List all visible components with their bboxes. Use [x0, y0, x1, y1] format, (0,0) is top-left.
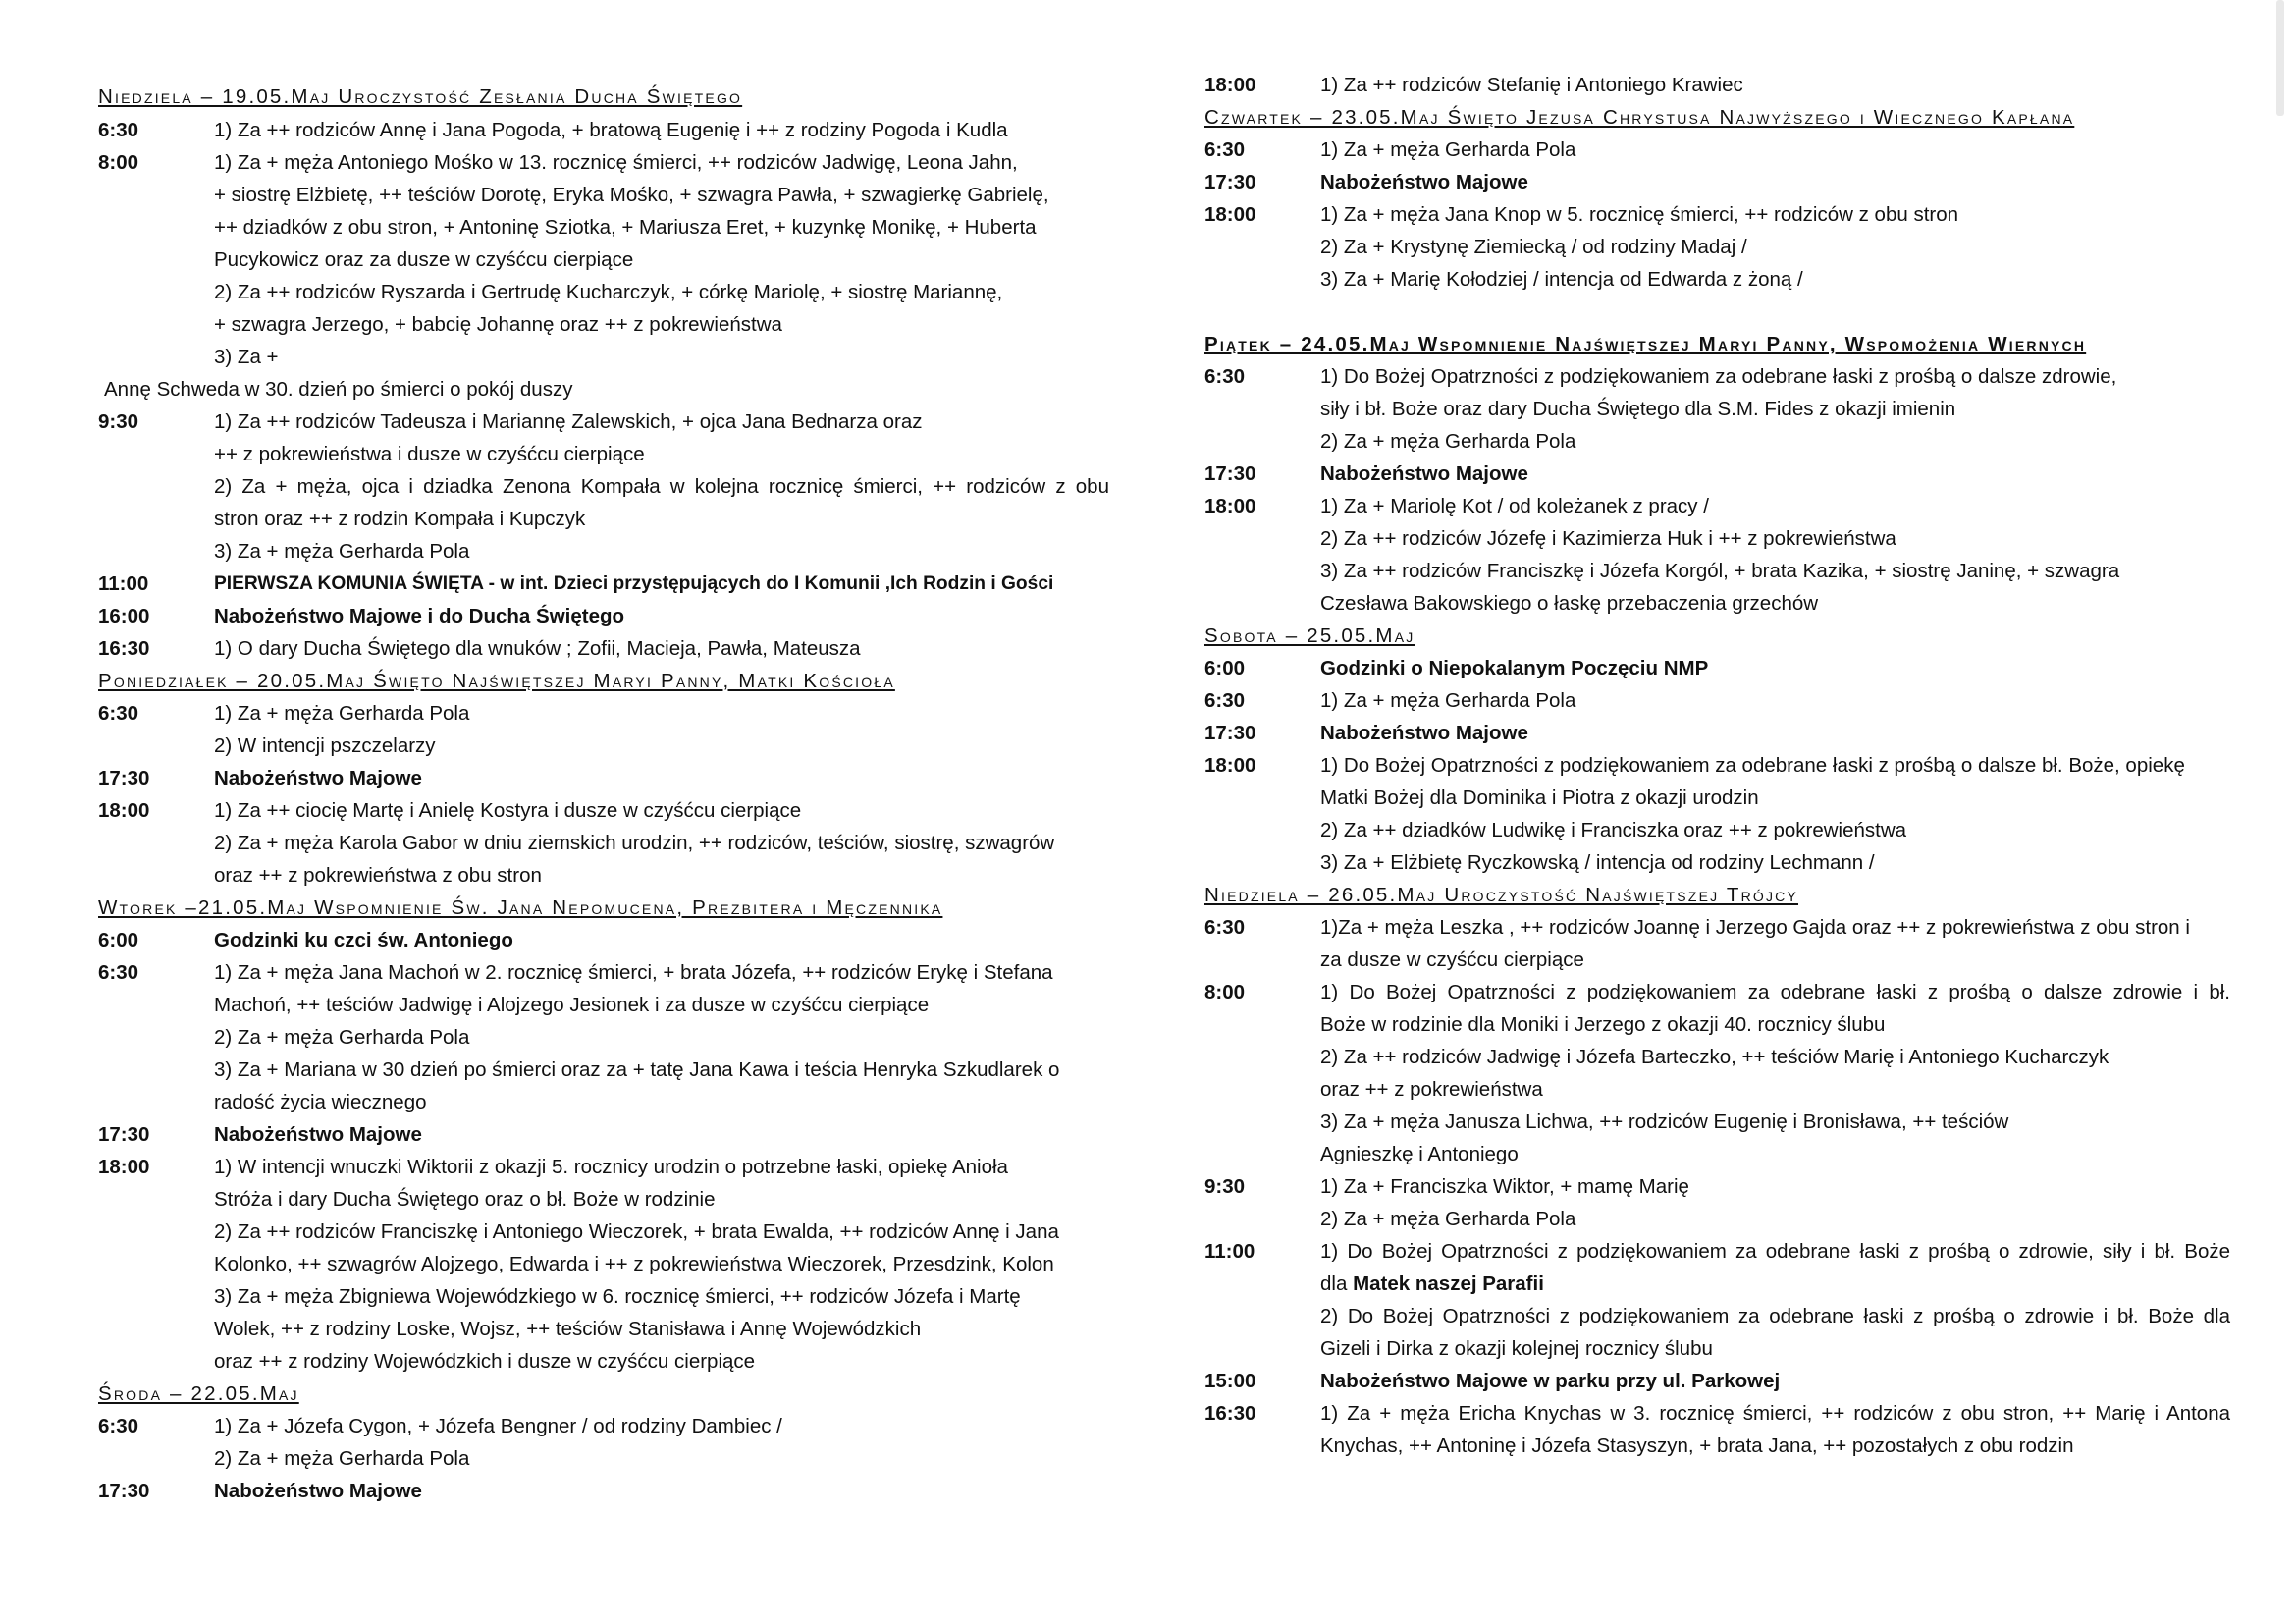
schedule-row: [98, 1118, 1109, 1151]
schedule-row: [1204, 490, 2230, 522]
schedule-row: [98, 1475, 1109, 1507]
intention-text: 2) Za ++ dziadków Ludwikę i Franciszka oraz ++ z pokrewieństwa: [1320, 819, 1907, 841]
schedule-row: [1204, 458, 2230, 490]
schedule-continuation: [1204, 1106, 2230, 1138]
schedule-continuation: [1204, 393, 2230, 425]
schedule-continuation: [98, 470, 1109, 503]
intention-text: Godzinki ku czci św. Antoniego: [214, 929, 513, 951]
schedule-row: [98, 924, 1109, 956]
schedule-continuation: [1204, 1300, 2230, 1332]
day-heading-text: Niedziela – 19.05.Maj Uroczystość Zesłania Ducha Świętego: [98, 85, 743, 108]
mass-time: 18:00: [1204, 495, 1256, 517]
mass-time: 18:00: [98, 799, 150, 822]
intention-text: Czesława Bakowskiego o łaskę przebaczenia grzechów: [1320, 592, 1819, 615]
schedule-row: [98, 1410, 1109, 1442]
mass-time: 9:30: [1204, 1175, 1246, 1198]
intention-text: stron oraz ++ z rodzin Kompała i Kupczyk: [214, 508, 586, 530]
schedule-continuation: [98, 730, 1109, 762]
schedule-continuation: [98, 373, 1109, 406]
schedule-continuation: [1204, 846, 2230, 879]
schedule-continuation: [98, 244, 1109, 276]
intention-text: 3) Za +: [214, 346, 279, 368]
intention-text: PIERWSZA KOMUNIA ŚWIĘTA - w int. Dzieci przystępujących do I Komunii ,Ich Rodzin i Gości: [214, 573, 1054, 594]
schedule-row: [1204, 134, 2230, 166]
mass-time: 17:30: [98, 1123, 150, 1146]
intention-text: 2) Za ++ rodziców Franciszkę i Antoniego Wieczorek, + brata Ewalda, ++ rodziców Annę i Jana: [214, 1220, 1059, 1243]
mass-time: 18:00: [1204, 203, 1256, 226]
intention-text: 1) Za + Franciszka Wiktor, + mamę Marię: [1320, 1175, 1689, 1198]
schedule-continuation: [98, 1216, 1109, 1248]
schedule-continuation: [98, 1021, 1109, 1054]
intention-text: oraz ++ z pokrewieństwa z obu stron: [214, 864, 542, 887]
intention-text: 2) Za + męża Karola Gabor w dniu ziemskich urodzin, ++ rodziców, teściów, siostrę, szwagrów: [214, 832, 1055, 854]
schedule-continuation: [1204, 263, 2230, 296]
scrollbar[interactable]: [2276, 0, 2284, 116]
intention-text: 2) Za + męża Gerharda Pola: [214, 1447, 470, 1470]
mass-time: 6:00: [1204, 657, 1246, 679]
mass-time: 6:30: [98, 119, 139, 141]
day-heading: [1204, 328, 2230, 360]
intention-text: 1) O dary Ducha Świętego dla wnuków ; Zofii, Macieja, Pawła, Mateusza: [214, 637, 861, 660]
mass-time: 17:30: [1204, 171, 1256, 193]
intention-text: 3) Za + Elżbietę Ryczkowską / intencja od rodziny Lechmann /: [1320, 851, 1875, 874]
day-heading: [98, 81, 1109, 113]
day-heading-text: Wtorek –21.05.Maj Wspomnienie Św. Jana Nepomucena, Prezbitera i Męczennika: [98, 896, 943, 919]
schedule-continuation: [1204, 1041, 2230, 1073]
mass-time: 6:30: [1204, 689, 1246, 712]
schedule-continuation: [98, 503, 1109, 535]
intention-text: 1) W intencji wnuczki Wiktorii z okazji 5. rocznicy urodzin o potrzebne łaski, opiekę Anioła: [214, 1156, 1008, 1178]
mass-time: 15:00: [1204, 1370, 1256, 1392]
schedule-continuation: [98, 1054, 1109, 1086]
schedule-row: [98, 568, 1109, 600]
schedule-row: [98, 697, 1109, 730]
day-heading: [98, 665, 1109, 697]
schedule-row: [1204, 198, 2230, 231]
schedule-continuation: [98, 438, 1109, 470]
day-heading-text: Sobota – 25.05.Maj: [1204, 624, 1415, 647]
schedule-continuation: [1204, 522, 2230, 555]
schedule-row: [1204, 1365, 2230, 1397]
day-heading-text: Czwartek – 23.05.Maj Święto Jezusa Chrystusa Najwyższego i Wiecznego Kapłana: [1204, 106, 2075, 129]
intention-text: 2) Za + męża Gerharda Pola: [1320, 430, 1576, 453]
intention-text: 1)Za + męża Leszka , ++ rodziców Joannę i Jerzego Gajda oraz ++ z pokrewieństwa z obu stron i: [1320, 916, 2190, 939]
mass-time: 18:00: [1204, 74, 1256, 96]
intention-text: za dusze w czyśćcu cierpiące: [1320, 948, 1584, 971]
intention-text: 3) Za + Marię Kołodziej / intencja od Edwarda z żoną /: [1320, 268, 1803, 291]
mass-time: 18:00: [1204, 754, 1256, 777]
mass-time: 6:30: [98, 702, 139, 725]
mass-time: 6:00: [98, 929, 139, 951]
schedule-continuation: [98, 276, 1109, 308]
mass-time: 11:00: [1204, 1240, 1255, 1263]
intention-text: 2) Do Bożej Opatrzności z podziękowaniem za odebrane łaski z prośbą o zdrowie i bł. Boże dla: [1320, 1305, 2230, 1327]
intention-text: 3) Za ++ rodziców Franciszkę i Józefa Korgól, + brata Kazika, + siostrę Janinę, + szwagra: [1320, 560, 2120, 582]
schedule-continuation: [1204, 1268, 2230, 1300]
intention-text: 1) Za + męża Gerharda Pola: [214, 702, 470, 725]
mass-time: 6:30: [1204, 365, 1246, 388]
intention-text: Nabożeństwo Majowe: [214, 767, 422, 789]
mass-time: 6:30: [1204, 916, 1246, 939]
intention-text: + szwagra Jerzego, + babcię Johannę oraz ++ z pokrewieństwa: [214, 313, 782, 336]
intention-text: Godzinki o Niepokalanym Poczęciu NMP: [1320, 657, 1709, 679]
day-heading: [1204, 620, 2230, 652]
intention-text: oraz ++ z rodziny Wojewódzkich i dusze w czyśćcu cierpiące: [214, 1350, 756, 1373]
mass-time: 6:30: [98, 961, 139, 984]
schedule-row: [1204, 1397, 2230, 1430]
intention-text: 1) Za + męża Jana Knop w 5. rocznicę śmierci, ++ rodziców z obu stron: [1320, 203, 1959, 226]
intention-text: radość życia wiecznego: [214, 1091, 427, 1113]
intention-text: dla Matek naszej Parafii: [1320, 1272, 1544, 1295]
intention-text: 1) Do Bożej Opatrzności z podziękowaniem za odebrane łaski z prośbą o dalsze zdrowie,: [1320, 365, 2117, 388]
intention-text: Gizeli i Dirka z okazji kolejnej rocznicy ślubu: [1320, 1337, 1713, 1360]
intention-text: 1) Za ++ rodziców Stefanię i Antoniego Krawiec: [1320, 74, 1743, 96]
mass-time: 17:30: [1204, 722, 1256, 744]
schedule-continuation: [1204, 231, 2230, 263]
intention-text: 2) Za ++ rodziców Jadwigę i Józefa Barteczko, ++ teściów Marię i Antoniego Kucharczyk: [1320, 1046, 2109, 1068]
intention-text: Knychas, ++ Antoninę i Józefa Stasyszyn, + brata Jana, ++ pozostałych z obu rodzin: [1320, 1435, 2074, 1457]
intention-text: 3) Za + męża Zbigniewa Wojewódzkiego w 6. rocznicę śmierci, ++ rodziców Józefa i Martę: [214, 1285, 1021, 1308]
schedule-continuation: [1204, 814, 2230, 846]
schedule-row: [1204, 684, 2230, 717]
mass-time: 6:30: [1204, 138, 1246, 161]
mass-time: 17:30: [1204, 462, 1256, 485]
intention-text: Machoń, ++ teściów Jadwigę i Alojzego Jesionek i za dusze w czyśćcu cierpiące: [214, 994, 930, 1016]
intention-text: Nabożeństwo Majowe w parku przy ul. Parkowej: [1320, 1370, 1781, 1392]
schedule-row: [98, 794, 1109, 827]
schedule-continuation: [98, 308, 1109, 341]
intention-text: ++ z pokrewieństwa i dusze w czyśćcu cierpiące: [214, 443, 645, 465]
schedule-row: [98, 146, 1109, 179]
intention-bold-text: Matek naszej Parafii: [1353, 1272, 1544, 1295]
schedule-continuation: [98, 827, 1109, 859]
intention-text: 2) W intencji pszczelarzy: [214, 734, 436, 757]
intention-text: + siostrę Elżbietę, ++ teściów Dorotę, Eryka Mośko, + szwagra Pawła, + szwagierkę Gabrielę,: [214, 184, 1049, 206]
schedule-continuation: [98, 179, 1109, 211]
day-heading-text: Środa – 22.05.Maj: [98, 1382, 299, 1405]
intention-text: 2) Za + męża Gerharda Pola: [1320, 1208, 1576, 1230]
schedule-row: [1204, 1170, 2230, 1203]
day-heading-text: Piątek – 24.05.Maj Wspomnienie Najświętszej Maryi Panny, Wspomożenia Wiernych: [1204, 333, 2087, 355]
schedule-continuation: [1204, 1073, 2230, 1106]
intention-text: Nabożeństwo Majowe: [214, 1123, 422, 1146]
intention-text: 1) Za ++ rodziców Annę i Jana Pogoda, + bratową Eugenię i ++ z rodziny Pogoda i Kudla: [214, 119, 1008, 141]
mass-time: 8:00: [98, 151, 139, 174]
schedule-continuation: [98, 341, 1109, 373]
schedule-continuation: [1204, 1332, 2230, 1365]
intention-text: Boże w rodzinie dla Moniki i Jerzego z okazji 40. rocznicy ślubu: [1320, 1013, 1886, 1036]
intention-text: 1) Za ++ ciocię Martę i Anielę Kostyra i dusze w czyśćcu cierpiące: [214, 799, 802, 822]
mass-time: 17:30: [98, 767, 150, 789]
schedule-continuation: [1204, 1203, 2230, 1235]
schedule-continuation: [1204, 1008, 2230, 1041]
mass-time: 11:00: [98, 572, 149, 595]
mass-time: 18:00: [98, 1156, 150, 1178]
schedule-continuation: [1204, 555, 2230, 587]
intention-text: 2) Za ++ rodziców Józefę i Kazimierza Huk i ++ z pokrewieństwa: [1320, 527, 1896, 550]
intention-text: 2) Za + Krystynę Ziemiecką / od rodziny Madaj /: [1320, 236, 1747, 258]
schedule-row: [98, 114, 1109, 146]
intention-text: Agnieszkę i Antoniego: [1320, 1143, 1519, 1165]
intention-text: 1) Za + męża Ericha Knychas w 3. rocznicę śmierci, ++ rodziców z obu stron, ++ Marię i Antona: [1320, 1402, 2230, 1425]
schedule-row: [1204, 976, 2230, 1008]
intention-text: Nabożeństwo Majowe i do Ducha Świętego: [214, 605, 625, 627]
intention-text: 1) Do Bożej Opatrzności z podziękowaniem za odebrane łaski z prośbą o dalsze bł. Boże, opiekę: [1320, 754, 2185, 777]
day-heading-text: Poniedziałek – 20.05.Maj Święto Najświętszej Maryi Panny, Matki Kościoła: [98, 670, 895, 692]
schedule-row: [98, 600, 1109, 632]
intention-text: 1) Za + męża Gerharda Pola: [1320, 138, 1576, 161]
intention-text: 1) Za + męża Jana Machoń w 2. rocznicę śmierci, + brata Józefa, ++ rodziców Erykę i Stefana: [214, 961, 1053, 984]
intention-text: ++ dziadków z obu stron, + Antoninę Sziotka, + Mariusza Eret, + kuzynkę Monikę, + Huberta: [214, 216, 1037, 239]
schedule-continuation: [98, 989, 1109, 1021]
day-heading-text: Niedziela – 26.05.Maj Uroczystość Najświętszej Trójcy: [1204, 884, 1799, 906]
intention-text: 2) Za + męża, ojca i dziadka Zenona Kompała w kolejna rocznicę śmierci, ++ rodziców z obu: [214, 475, 1109, 498]
intention-text: 1) Do Bożej Opatrzności z podziękowaniem za odebrane łaski z prośbą o zdrowie, siły i bł. Boże: [1320, 1240, 2230, 1263]
schedule-continuation: [1204, 782, 2230, 814]
mass-time: 8:00: [1204, 981, 1246, 1003]
schedule-continuation: [98, 1248, 1109, 1280]
day-heading: [98, 892, 1109, 924]
schedule-row: [1204, 1235, 2230, 1268]
intention-text: 1) Za + Mariolę Kot / od koleżanek z pracy /: [1320, 495, 1709, 517]
schedule-continuation: [1204, 425, 2230, 458]
intention-text: Pucykowicz oraz za dusze w czyśćcu cierpiące: [214, 248, 634, 271]
schedule-continuation: [98, 859, 1109, 892]
schedule-row: [1204, 69, 2230, 101]
schedule-continuation: [98, 1086, 1109, 1118]
intention-text: 1) Do Bożej Opatrzności z podziękowaniem za odebrane łaski z prośbą o dalsze zdrowie i bł.: [1320, 981, 2230, 1003]
schedule-continuation: [1204, 1430, 2230, 1462]
intention-text: 2) Za + męża Gerharda Pola: [214, 1026, 470, 1049]
schedule-continuation: [98, 1313, 1109, 1345]
intention-text: 3) Za + Mariana w 30 dzień po śmierci oraz za + tatę Jana Kawa i teścia Henryka Szkudlarek o: [214, 1058, 1060, 1081]
schedule-continuation: [98, 535, 1109, 568]
intention-text: 1) Za ++ rodziców Tadeusza i Mariannę Zalewskich, + ojca Jana Bednarza oraz: [214, 410, 923, 433]
intention-text: Matki Bożej dla Dominika i Piotra z okazji urodzin: [1320, 786, 1759, 809]
schedule-row: [1204, 717, 2230, 749]
intention-text: Stróża i dary Ducha Świętego oraz o bł. Boże w rodzinie: [214, 1188, 716, 1211]
schedule-row: [98, 632, 1109, 665]
intention-text: Nabożeństwo Majowe: [1320, 462, 1528, 485]
schedule-row: [98, 762, 1109, 794]
schedule-row: [1204, 360, 2230, 393]
intention-text: 2) Za ++ rodziców Ryszarda i Gertrudę Kucharczyk, + córkę Mariolę, + siostrę Mariannę,: [214, 281, 1003, 303]
intention-text: oraz ++ z pokrewieństwa: [1320, 1078, 1543, 1101]
intention-text: siły i bł. Boże oraz dary Ducha Świętego dla S.M. Fides z okazji imienin: [1320, 398, 1956, 420]
mass-time: 9:30: [98, 410, 139, 433]
schedule-row: [98, 406, 1109, 438]
intention-text: 1) Za + Józefa Cygon, + Józefa Bengner / od rodziny Dambiec /: [214, 1415, 782, 1437]
day-heading: [1204, 879, 2230, 911]
schedule-row: [98, 1151, 1109, 1183]
intention-text: Annę Schweda w 30. dzień po śmierci o pokój duszy: [104, 378, 573, 401]
schedule-continuation: [1204, 587, 2230, 620]
intention-text: Kolonko, ++ szwagrów Alojzego, Edwarda i ++ z pokrewieństwa Wieczorek, Przesdzink, Kolon: [214, 1253, 1054, 1275]
schedule-row: [1204, 652, 2230, 684]
mass-time: 16:30: [98, 637, 150, 660]
mass-time: 6:30: [98, 1415, 139, 1437]
schedule-continuation: [98, 211, 1109, 244]
schedule-continuation: [1204, 944, 2230, 976]
intention-text: 1) Za + męża Antoniego Mośko w 13. rocznicę śmierci, ++ rodziców Jadwigę, Leona Jahn,: [214, 151, 1018, 174]
schedule-continuation: [98, 1345, 1109, 1378]
intention-text: Nabożeństwo Majowe: [1320, 171, 1528, 193]
schedule-continuation: [98, 1442, 1109, 1475]
schedule-continuation: [98, 1183, 1109, 1216]
intention-text: Wolek, ++ z rodziny Loske, Wojsz, ++ teściów Stanisława i Annę Wojewódzkich: [214, 1318, 922, 1340]
schedule-row: [1204, 911, 2230, 944]
schedule-continuation: [98, 1280, 1109, 1313]
intention-text: 3) Za + męża Janusza Lichwa, ++ rodziców Eugenię i Bronisława, ++ teściów: [1320, 1110, 2009, 1133]
intention-text: Nabożeństwo Majowe: [214, 1480, 422, 1502]
intention-text: 1) Za + męża Gerharda Pola: [1320, 689, 1576, 712]
schedule-row: [1204, 749, 2230, 782]
mass-time: 17:30: [98, 1480, 150, 1502]
intention-text: 3) Za + męża Gerharda Pola: [214, 540, 470, 563]
mass-time: 16:00: [98, 605, 150, 627]
intention-text: Nabożeństwo Majowe: [1320, 722, 1528, 744]
mass-time: 16:30: [1204, 1402, 1256, 1425]
schedule-row: [1204, 166, 2230, 198]
schedule-row: [98, 956, 1109, 989]
day-heading: [98, 1378, 1109, 1410]
schedule-continuation: [1204, 1138, 2230, 1170]
day-heading: [1204, 101, 2230, 134]
